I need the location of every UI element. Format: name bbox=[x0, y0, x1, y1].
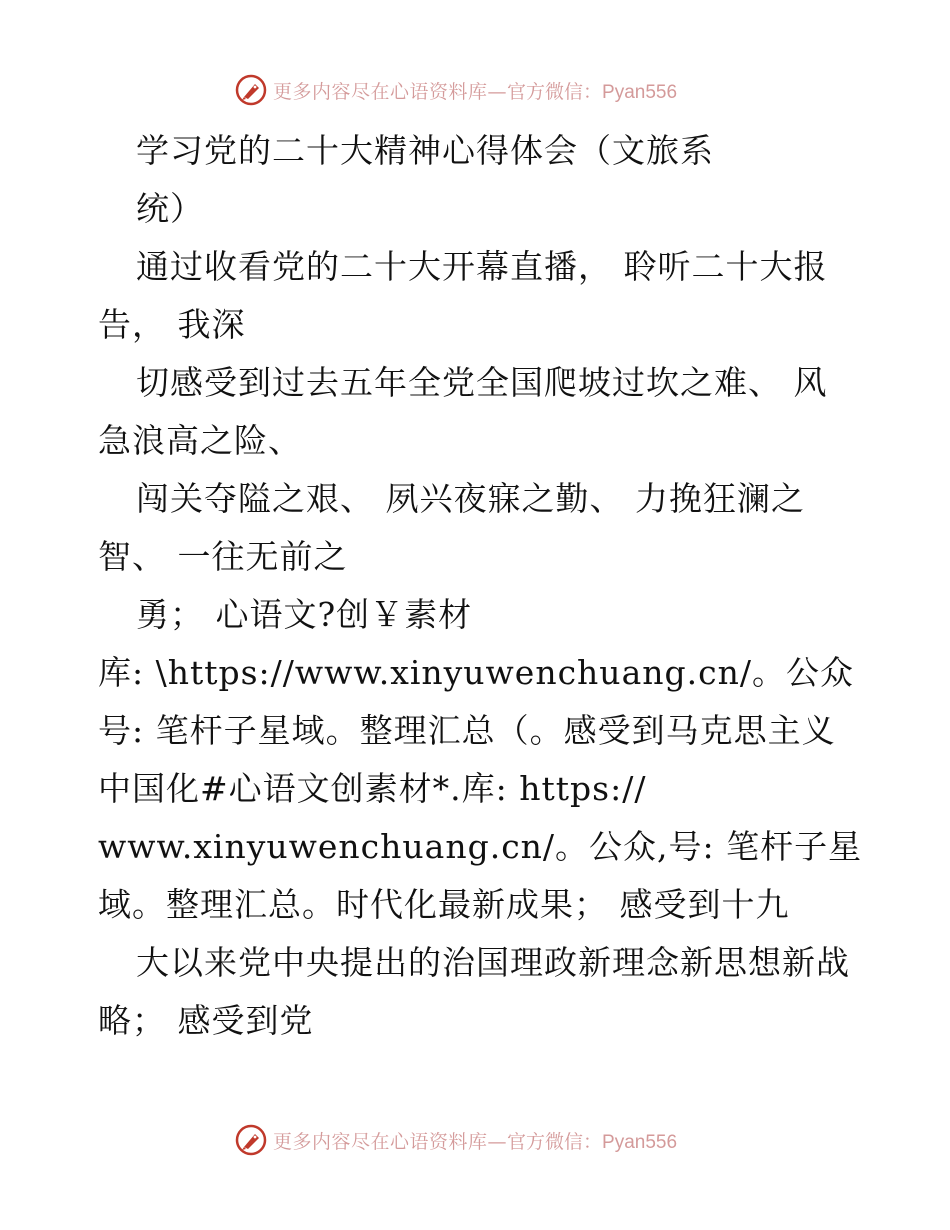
text-line: 告， 我深 bbox=[98, 305, 246, 344]
text-line: 大以来党中央提出的治国理政新理念新思想新战 bbox=[136, 943, 850, 982]
text-line: 切感受到过去五年全党全国爬坡过坎之难、 风 bbox=[136, 363, 828, 402]
text-line: 库: \https://www.xinyuwenchuang.cn/。公众 bbox=[98, 653, 854, 692]
text-line: 急浪高之险、 bbox=[98, 421, 302, 460]
header-banner[interactable] bbox=[235, 73, 677, 107]
text-line: 号: 笔杆子星域。整理汇总（。感受到马克思主义 bbox=[98, 711, 836, 750]
banner-wechat: 官方微信：Pyan556 bbox=[507, 1131, 678, 1153]
document-body bbox=[98, 122, 863, 1050]
banner-text: 更多内容尽在心语资料库— bbox=[273, 1130, 508, 1153]
text-line: 域。整理汇总。时代化最新成果； 感受到十九 bbox=[98, 885, 790, 924]
text-line: 中国化#心语文创素材*.库: https:// bbox=[98, 769, 647, 808]
text-line: 闯关夺隘之艰、 夙兴夜寐之勤、 力挽狂澜之 bbox=[136, 479, 805, 518]
banner-text: 更多内容尽在心语资料库— bbox=[273, 80, 508, 103]
pen-nib-logo-icon bbox=[235, 74, 267, 106]
banner-wechat: 官方微信：Pyan556 bbox=[507, 81, 678, 103]
text-line: 智、 一往无前之 bbox=[98, 537, 348, 576]
footer-banner[interactable] bbox=[235, 1123, 677, 1157]
text-line: 学习党的二十大精神心得体会（文旅系 bbox=[136, 131, 714, 170]
text-line: 统） bbox=[136, 189, 204, 228]
text-line: 通过收看党的二十大开幕直播， 聆听二十大报 bbox=[136, 247, 828, 286]
pen-nib-logo-icon bbox=[235, 1124, 267, 1156]
text-line: www.xinyuwenchuang.cn/。公众,号: 笔杆子星 bbox=[98, 827, 863, 866]
text-line: 略； 感受到党 bbox=[98, 1001, 314, 1040]
text-line: 勇； 心语文?创￥素材 bbox=[136, 595, 473, 634]
